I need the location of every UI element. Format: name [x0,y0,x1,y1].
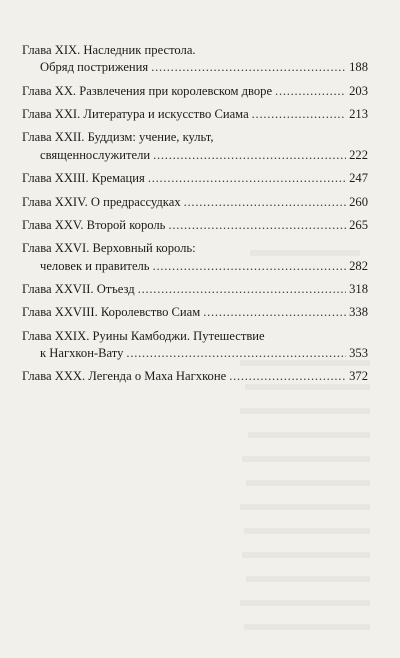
toc-chapter-title-cont: священнослужители [40,147,151,162]
toc-chapter-title: Глава XXV. Второй король [22,217,166,232]
dot-leader [184,194,346,211]
toc-chapter-title: Глава XXIX. Руины Камбоджи. Путешествие [22,328,265,343]
toc-entry[interactable] [22,194,368,211]
toc-page-number: 203 [349,83,368,98]
dot-leader [138,281,346,298]
toc-chapter-title-cont: к Нагхкон-Вату [40,346,124,361]
dot-leader [168,217,346,234]
toc-page-number: 265 [349,217,368,232]
toc-page-number: 282 [349,258,368,273]
toc-entry[interactable] [22,83,368,100]
toc-line [22,106,368,123]
dot-leader [153,147,346,164]
toc-entry[interactable] [22,106,368,123]
toc-entry[interactable] [22,304,368,321]
toc-entry[interactable] [22,281,368,298]
toc-page-number: 222 [349,147,368,162]
dot-leader [126,345,346,362]
toc-chapter-title: Глава XXVIII. Королевство Сиам [22,305,201,320]
toc-line [22,258,368,275]
toc-chapter-title: Глава XXIII. Кремация [22,171,145,186]
toc-line [22,42,368,59]
toc-line [22,83,368,100]
toc-page-number: 247 [349,171,368,186]
toc-entry[interactable] [22,170,368,187]
dot-leader [203,304,346,321]
dot-leader [229,368,346,385]
toc-page-number: 213 [349,107,368,122]
toc-line [22,368,368,385]
toc-page-number: 188 [349,60,368,75]
toc-chapter-title: Глава XIX. Наследник престола. [22,43,196,57]
toc-chapter-title: Глава XXVII. Отъезд [22,282,135,297]
toc-chapter-title-cont: Обряд пострижения [40,60,149,75]
table-of-contents [22,42,368,392]
toc-line [22,170,368,187]
toc-page-number: 260 [349,194,368,209]
toc-line [22,240,368,257]
toc-chapter-title: Глава XXVI. Верховный король: [22,241,196,256]
dot-leader [252,106,346,123]
toc-chapter-title: Глава XXX. Легенда о Маха Нагхконе [22,369,227,384]
toc-entry[interactable] [22,368,368,385]
toc-line [22,217,368,234]
toc-entry[interactable] [22,328,368,363]
toc-chapter-title: Глава XXIV. О предрассудках [22,194,181,209]
toc-line [22,281,368,298]
toc-chapter-title: Глава XX. Развлечения при королевском дворе [22,83,273,98]
toc-page-number: 338 [349,305,368,320]
toc-line [22,345,368,362]
toc-entry[interactable] [22,240,368,275]
toc-page-number: 372 [349,369,368,384]
toc-entry[interactable] [22,217,368,234]
toc-page-number: 353 [349,346,368,361]
toc-line [22,59,368,76]
dot-leader [148,170,346,187]
dot-leader [153,258,347,275]
toc-line [22,328,368,345]
toc-page-number: 318 [349,282,368,297]
toc-line [22,147,368,164]
toc-entry[interactable] [22,129,368,164]
toc-entry[interactable] [22,42,368,77]
toc-line [22,194,368,211]
toc-chapter-title-cont: человек и правитель [40,258,150,273]
dot-leader [151,59,346,76]
toc-line [22,304,368,321]
toc-line [22,129,368,146]
toc-chapter-title: Глава XXI. Литература и искусство Сиама [22,107,249,122]
toc-chapter-title: Глава XXII. Буддизм: учение, культ, [22,130,214,145]
dot-leader [275,83,346,100]
